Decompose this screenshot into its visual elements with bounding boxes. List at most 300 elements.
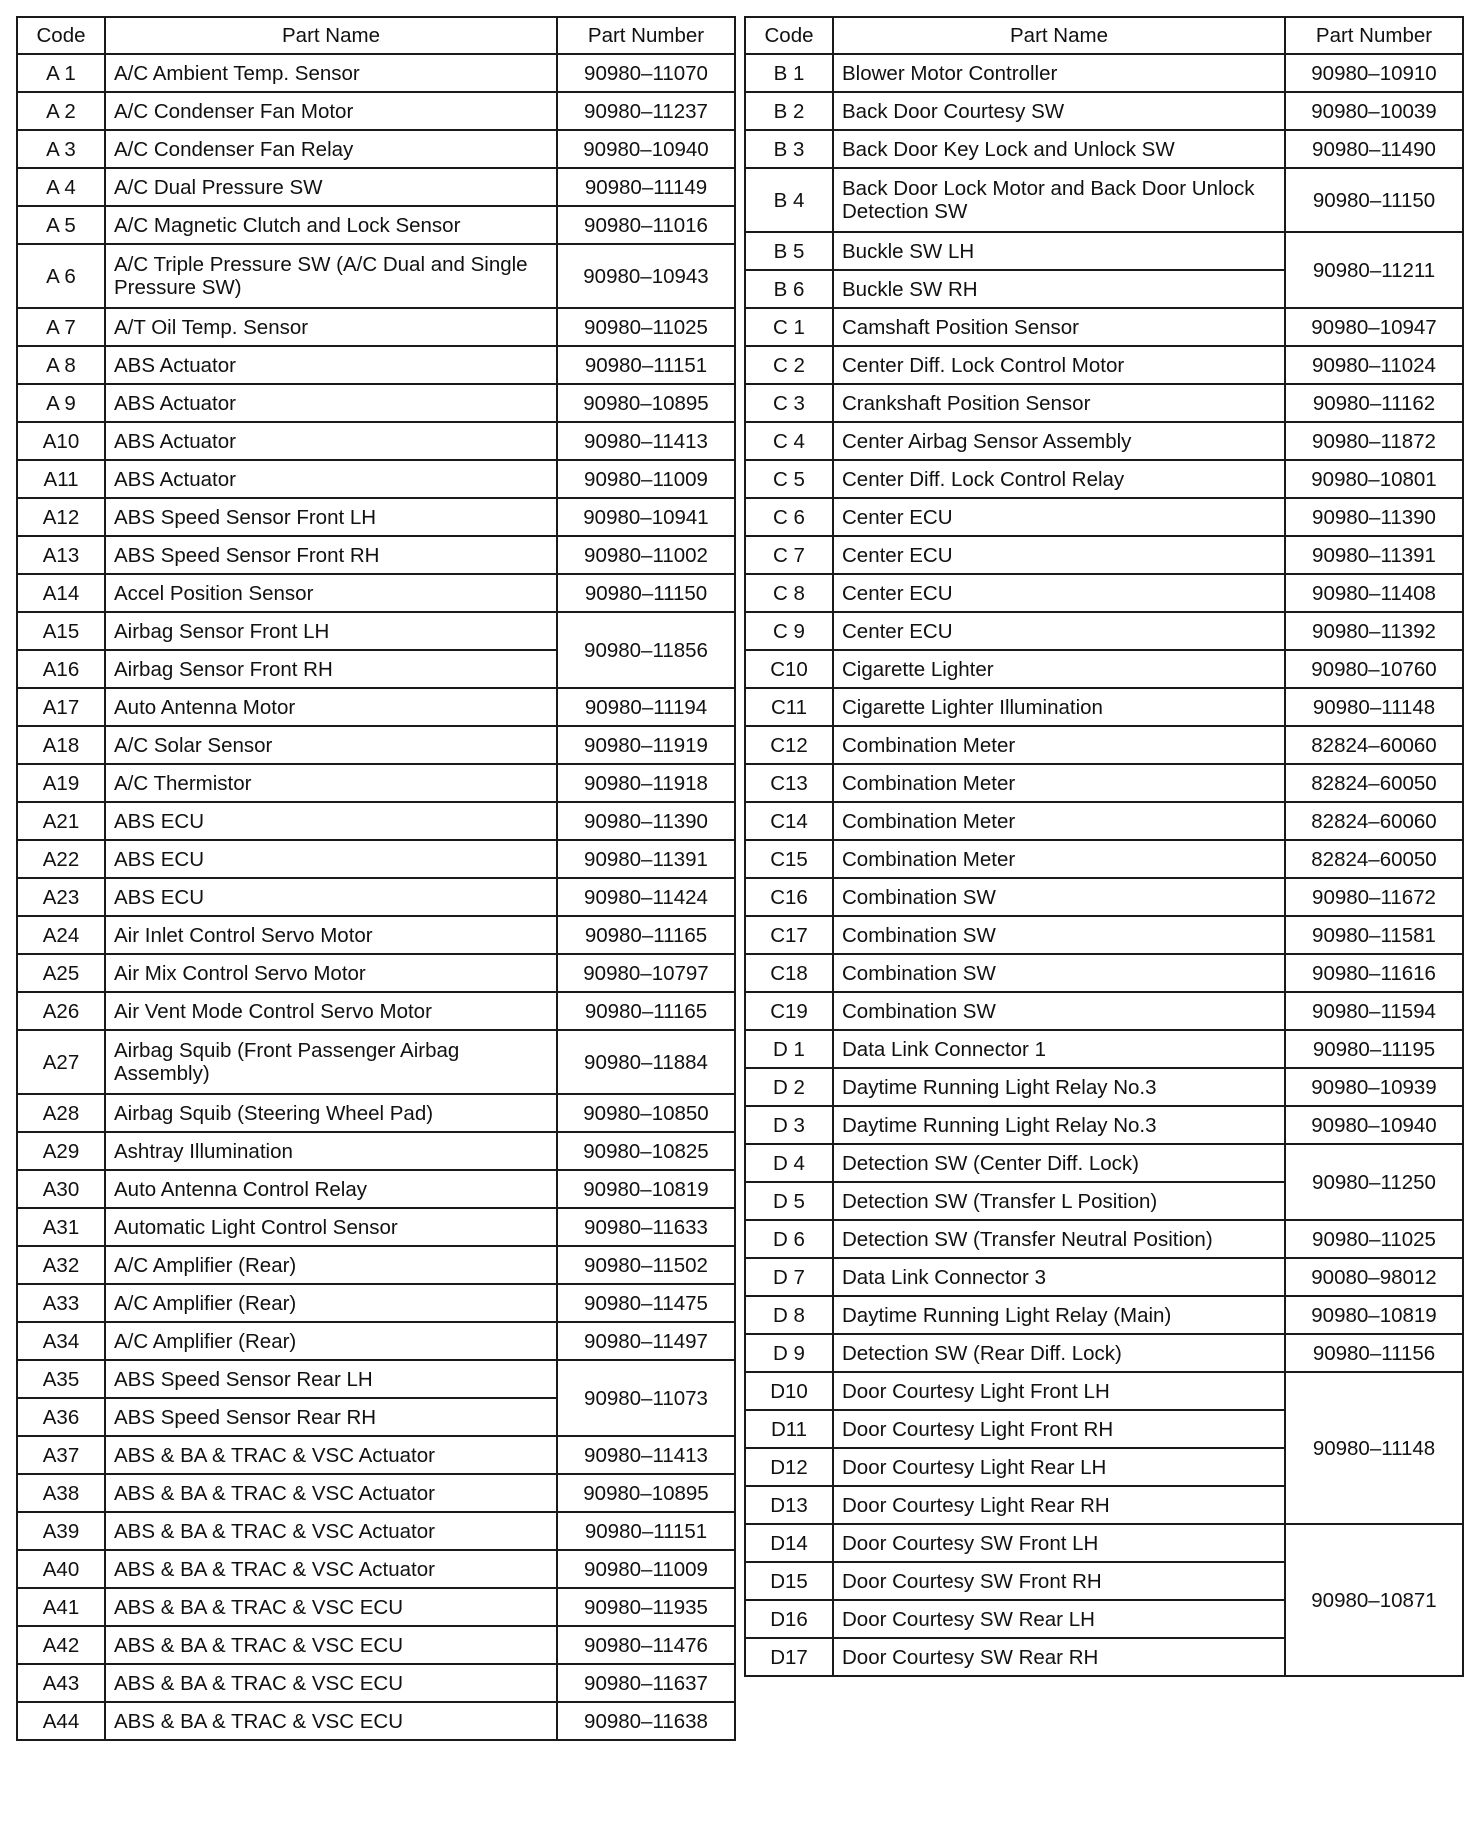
- part-name: ABS ECU: [105, 802, 557, 840]
- part-name: Combination SW: [833, 916, 1285, 954]
- part-name: Back Door Lock Motor and Back Door Unlock Detection SW: [833, 168, 1285, 232]
- part-name: Auto Antenna Control Relay: [105, 1170, 557, 1208]
- part-number: 90980–11918: [557, 764, 735, 802]
- part-number: 82824–60060: [1285, 726, 1463, 764]
- part-code: A 7: [17, 308, 105, 346]
- part-code: A 6: [17, 244, 105, 308]
- part-code: A13: [17, 536, 105, 574]
- part-name: Door Courtesy Light Front RH: [833, 1410, 1285, 1448]
- table-row: [745, 726, 1463, 764]
- part-code: A41: [17, 1588, 105, 1626]
- table-row: [17, 1208, 735, 1246]
- part-name: Combination Meter: [833, 726, 1285, 764]
- part-number: 90980–11637: [557, 1664, 735, 1702]
- table-row: [745, 54, 1463, 92]
- table-row: [17, 954, 735, 992]
- part-name: Back Door Courtesy SW: [833, 92, 1285, 130]
- part-code: D 3: [745, 1106, 833, 1144]
- part-name: Combination SW: [833, 878, 1285, 916]
- part-name: Center ECU: [833, 498, 1285, 536]
- part-number: 90980–10760: [1285, 650, 1463, 688]
- part-name: ABS & BA & TRAC & VSC ECU: [105, 1664, 557, 1702]
- part-name: ABS Actuator: [105, 346, 557, 384]
- part-name: Door Courtesy Light Rear RH: [833, 1486, 1285, 1524]
- part-name: A/C Ambient Temp. Sensor: [105, 54, 557, 92]
- part-code: A29: [17, 1132, 105, 1170]
- part-number: 90980–11476: [557, 1626, 735, 1664]
- part-name: Ashtray Illumination: [105, 1132, 557, 1170]
- part-code: A38: [17, 1474, 105, 1512]
- table-row: [745, 612, 1463, 650]
- part-number: 90980–11195: [1285, 1030, 1463, 1068]
- table-row: [17, 688, 735, 726]
- part-code: B 2: [745, 92, 833, 130]
- part-code: D12: [745, 1448, 833, 1486]
- table-body: [17, 54, 735, 1740]
- table-row: [745, 460, 1463, 498]
- part-code: B 5: [745, 232, 833, 270]
- part-code: D11: [745, 1410, 833, 1448]
- header-part-number: Part Number: [557, 17, 735, 54]
- part-name: Door Courtesy SW Rear LH: [833, 1600, 1285, 1638]
- part-code: A40: [17, 1550, 105, 1588]
- table-row: [745, 1258, 1463, 1296]
- part-code: C 5: [745, 460, 833, 498]
- part-code: A35: [17, 1360, 105, 1398]
- part-name: ABS & BA & TRAC & VSC Actuator: [105, 1512, 557, 1550]
- part-number: 90980–11616: [1285, 954, 1463, 992]
- part-number: 90980–11391: [1285, 536, 1463, 574]
- table-row: [17, 916, 735, 954]
- part-number: 90980–11024: [1285, 346, 1463, 384]
- part-code: A 5: [17, 206, 105, 244]
- part-name: Back Door Key Lock and Unlock SW: [833, 130, 1285, 168]
- table-row: [17, 384, 735, 422]
- part-number: 90980–11150: [1285, 168, 1463, 232]
- part-name: Daytime Running Light Relay No.3: [833, 1068, 1285, 1106]
- part-number: 90980–10947: [1285, 308, 1463, 346]
- part-number: 90980–11594: [1285, 992, 1463, 1030]
- table-row: [17, 1474, 735, 1512]
- part-name: Door Courtesy SW Front LH: [833, 1524, 1285, 1562]
- part-code: C19: [745, 992, 833, 1030]
- part-code: A43: [17, 1664, 105, 1702]
- part-name: Combination SW: [833, 992, 1285, 1030]
- part-number: 90980–11935: [557, 1588, 735, 1626]
- part-name: Door Courtesy SW Front RH: [833, 1562, 1285, 1600]
- part-code: B 6: [745, 270, 833, 308]
- table-row: [745, 384, 1463, 422]
- part-name: A/C Solar Sensor: [105, 726, 557, 764]
- part-code: C12: [745, 726, 833, 764]
- table-row: [745, 168, 1463, 232]
- part-number: 90980–11475: [557, 1284, 735, 1322]
- part-code: A44: [17, 1702, 105, 1740]
- part-number: 90980–11424: [557, 878, 735, 916]
- table-row: [745, 1068, 1463, 1106]
- table-row: [745, 346, 1463, 384]
- part-code: A10: [17, 422, 105, 460]
- part-name: Airbag Sensor Front LH: [105, 612, 557, 650]
- part-name: ABS Actuator: [105, 384, 557, 422]
- part-code: C 6: [745, 498, 833, 536]
- part-name: Center ECU: [833, 612, 1285, 650]
- part-name: Automatic Light Control Sensor: [105, 1208, 557, 1246]
- table-row: [17, 1322, 735, 1360]
- part-number: 90980–11413: [557, 1436, 735, 1474]
- part-code: A27: [17, 1030, 105, 1094]
- part-code: C 1: [745, 308, 833, 346]
- part-number: 90980–10797: [557, 954, 735, 992]
- table-row: [745, 992, 1463, 1030]
- part-code: A 3: [17, 130, 105, 168]
- part-number: 90980–10850: [557, 1094, 735, 1132]
- table-row: [745, 1144, 1463, 1182]
- part-code: A21: [17, 802, 105, 840]
- part-code: A28: [17, 1094, 105, 1132]
- part-code: D10: [745, 1372, 833, 1410]
- part-name: Door Courtesy Light Rear LH: [833, 1448, 1285, 1486]
- part-code: A 9: [17, 384, 105, 422]
- part-number: 90980–11016: [557, 206, 735, 244]
- part-name: A/C Amplifier (Rear): [105, 1284, 557, 1322]
- part-name: A/C Thermistor: [105, 764, 557, 802]
- part-name: ABS Actuator: [105, 422, 557, 460]
- part-code: C16: [745, 878, 833, 916]
- table-body: [745, 54, 1463, 1676]
- header-code: Code: [17, 17, 105, 54]
- table-row: [17, 1436, 735, 1474]
- part-name: Buckle SW LH: [833, 232, 1285, 270]
- table-row: [745, 1106, 1463, 1144]
- part-name: A/C Condenser Fan Motor: [105, 92, 557, 130]
- part-number: 90980–11165: [557, 992, 735, 1030]
- part-number: 90980–11497: [557, 1322, 735, 1360]
- part-number: 90980–11156: [1285, 1334, 1463, 1372]
- part-number: 90980–11872: [1285, 422, 1463, 460]
- part-name: Center ECU: [833, 536, 1285, 574]
- part-name: Airbag Squib (Steering Wheel Pad): [105, 1094, 557, 1132]
- table-row: [17, 54, 735, 92]
- table-row: [17, 130, 735, 168]
- table-row: [17, 1360, 735, 1398]
- part-name: Data Link Connector 1: [833, 1030, 1285, 1068]
- part-code: A34: [17, 1322, 105, 1360]
- table-row: [745, 130, 1463, 168]
- table-row: [17, 726, 735, 764]
- part-name: Data Link Connector 3: [833, 1258, 1285, 1296]
- part-name: Cigarette Lighter Illumination: [833, 688, 1285, 726]
- part-number: 90980–11408: [1285, 574, 1463, 612]
- part-number: 90980–11165: [557, 916, 735, 954]
- part-code: C14: [745, 802, 833, 840]
- part-code: D 7: [745, 1258, 833, 1296]
- part-name: ABS Speed Sensor Front RH: [105, 536, 557, 574]
- part-name: Detection SW (Rear Diff. Lock): [833, 1334, 1285, 1372]
- part-code: A25: [17, 954, 105, 992]
- part-number: 82824–60050: [1285, 764, 1463, 802]
- part-number: 90980–10825: [557, 1132, 735, 1170]
- part-code: A16: [17, 650, 105, 688]
- table-row: [17, 308, 735, 346]
- part-name: ABS & BA & TRAC & VSC Actuator: [105, 1550, 557, 1588]
- part-name: Detection SW (Transfer Neutral Position): [833, 1220, 1285, 1258]
- table-row: [17, 1030, 735, 1094]
- part-code: A36: [17, 1398, 105, 1436]
- part-number: 90980–10871: [1285, 1524, 1463, 1676]
- parts-table-left: [16, 16, 736, 1741]
- table-row: [17, 92, 735, 130]
- table-row: [745, 1296, 1463, 1334]
- part-code: C 2: [745, 346, 833, 384]
- part-name: Camshaft Position Sensor: [833, 308, 1285, 346]
- part-number: 90980–11194: [557, 688, 735, 726]
- part-number: 90980–10819: [557, 1170, 735, 1208]
- header-code: Code: [745, 17, 833, 54]
- table-row: [17, 1588, 735, 1626]
- part-number: 90980–11237: [557, 92, 735, 130]
- part-code: B 3: [745, 130, 833, 168]
- part-name: ABS Speed Sensor Rear LH: [105, 1360, 557, 1398]
- part-name: Air Inlet Control Servo Motor: [105, 916, 557, 954]
- part-code: A17: [17, 688, 105, 726]
- table-row: [745, 422, 1463, 460]
- table-row: [745, 688, 1463, 726]
- part-number: 90980–11148: [1285, 1372, 1463, 1524]
- part-number: 90980–11073: [557, 1360, 735, 1436]
- table-row: [17, 1626, 735, 1664]
- header-part-name: Part Name: [105, 17, 557, 54]
- table-row: [17, 1512, 735, 1550]
- part-code: D 4: [745, 1144, 833, 1182]
- table-row: [745, 802, 1463, 840]
- part-name: Cigarette Lighter: [833, 650, 1285, 688]
- header-part-number: Part Number: [1285, 17, 1463, 54]
- table-row: [17, 1664, 735, 1702]
- part-code: A 1: [17, 54, 105, 92]
- part-number: 90980–11009: [557, 460, 735, 498]
- part-code: A23: [17, 878, 105, 916]
- part-code: C15: [745, 840, 833, 878]
- part-number: 90980–11392: [1285, 612, 1463, 650]
- part-code: A 8: [17, 346, 105, 384]
- part-number: 90980–11581: [1285, 916, 1463, 954]
- part-code: A31: [17, 1208, 105, 1246]
- table-row: [17, 992, 735, 1030]
- part-code: A11: [17, 460, 105, 498]
- table-row: [17, 612, 735, 650]
- part-name: A/C Dual Pressure SW: [105, 168, 557, 206]
- table-row: [17, 1094, 735, 1132]
- part-number: 90980–11162: [1285, 384, 1463, 422]
- part-code: A14: [17, 574, 105, 612]
- part-code: D 1: [745, 1030, 833, 1068]
- part-code: C 9: [745, 612, 833, 650]
- part-code: D 9: [745, 1334, 833, 1372]
- part-name: Buckle SW RH: [833, 270, 1285, 308]
- table-row: [745, 954, 1463, 992]
- table-row: [17, 168, 735, 206]
- part-number: 90980–10940: [557, 130, 735, 168]
- part-code: D15: [745, 1562, 833, 1600]
- part-code: A 4: [17, 168, 105, 206]
- part-code: D16: [745, 1600, 833, 1638]
- table-row: [17, 1550, 735, 1588]
- part-code: C10: [745, 650, 833, 688]
- part-number: 90980–11856: [557, 612, 735, 688]
- part-name: Detection SW (Transfer L Position): [833, 1182, 1285, 1220]
- part-name: Accel Position Sensor: [105, 574, 557, 612]
- part-name: Crankshaft Position Sensor: [833, 384, 1285, 422]
- part-name: ABS & BA & TRAC & VSC ECU: [105, 1588, 557, 1626]
- table-row: [745, 308, 1463, 346]
- part-number: 90980–11884: [557, 1030, 735, 1094]
- table-row: [17, 422, 735, 460]
- table-row: [745, 536, 1463, 574]
- table-row: [745, 650, 1463, 688]
- part-name: A/C Amplifier (Rear): [105, 1246, 557, 1284]
- part-code: A18: [17, 726, 105, 764]
- part-code: D13: [745, 1486, 833, 1524]
- table-row: [17, 498, 735, 536]
- part-name: Combination Meter: [833, 802, 1285, 840]
- part-name: Center Diff. Lock Control Relay: [833, 460, 1285, 498]
- part-name: Door Courtesy SW Rear RH: [833, 1638, 1285, 1676]
- part-name: ABS & BA & TRAC & VSC ECU: [105, 1626, 557, 1664]
- part-number: 90980–11490: [1285, 130, 1463, 168]
- part-code: D 5: [745, 1182, 833, 1220]
- table-row: [745, 92, 1463, 130]
- part-code: A42: [17, 1626, 105, 1664]
- table-row: [745, 764, 1463, 802]
- part-number: 90980–11151: [557, 346, 735, 384]
- header-part-name: Part Name: [833, 17, 1285, 54]
- part-name: Center Diff. Lock Control Motor: [833, 346, 1285, 384]
- table-row: [17, 244, 735, 308]
- table-row: [17, 206, 735, 244]
- table-row: [745, 574, 1463, 612]
- part-number: 90980–10939: [1285, 1068, 1463, 1106]
- part-name: ABS Speed Sensor Rear RH: [105, 1398, 557, 1436]
- part-number: 90980–10895: [557, 1474, 735, 1512]
- table-row: [17, 764, 735, 802]
- part-number: 90980–11002: [557, 536, 735, 574]
- part-code: A33: [17, 1284, 105, 1322]
- part-code: D 8: [745, 1296, 833, 1334]
- table-row: [17, 1246, 735, 1284]
- part-code: A32: [17, 1246, 105, 1284]
- part-number: 90980–11148: [1285, 688, 1463, 726]
- part-name: A/T Oil Temp. Sensor: [105, 308, 557, 346]
- table-row: [745, 878, 1463, 916]
- table-row: [745, 1524, 1463, 1562]
- part-number: 82824–60060: [1285, 802, 1463, 840]
- part-name: Detection SW (Center Diff. Lock): [833, 1144, 1285, 1182]
- part-number: 90980–11413: [557, 422, 735, 460]
- table-row: [17, 1284, 735, 1322]
- part-name: ABS ECU: [105, 878, 557, 916]
- part-code: A30: [17, 1170, 105, 1208]
- part-number: 90980–11390: [1285, 498, 1463, 536]
- part-number: 90980–11025: [1285, 1220, 1463, 1258]
- part-code: D17: [745, 1638, 833, 1676]
- table-row: [745, 840, 1463, 878]
- table-row: [17, 346, 735, 384]
- part-name: Air Vent Mode Control Servo Motor: [105, 992, 557, 1030]
- table-row: [17, 1702, 735, 1740]
- table-row: [17, 878, 735, 916]
- part-name: ABS Actuator: [105, 460, 557, 498]
- part-name: Auto Antenna Motor: [105, 688, 557, 726]
- table-row: [17, 574, 735, 612]
- part-name: Center ECU: [833, 574, 1285, 612]
- part-name: A/C Condenser Fan Relay: [105, 130, 557, 168]
- part-code: D 6: [745, 1220, 833, 1258]
- part-code: A19: [17, 764, 105, 802]
- part-number: 90980–11919: [557, 726, 735, 764]
- table-row: [17, 1132, 735, 1170]
- table-row: [17, 460, 735, 498]
- part-number: 90980–11149: [557, 168, 735, 206]
- part-number: 90980–11070: [557, 54, 735, 92]
- part-number: 90980–11150: [557, 574, 735, 612]
- header-row: [745, 17, 1463, 54]
- part-name: ABS Speed Sensor Front LH: [105, 498, 557, 536]
- part-name: Combination Meter: [833, 764, 1285, 802]
- part-code: C18: [745, 954, 833, 992]
- part-number: 90980–10895: [557, 384, 735, 422]
- part-number: 90980–10801: [1285, 460, 1463, 498]
- part-number: 90980–11502: [557, 1246, 735, 1284]
- table-row: [745, 916, 1463, 954]
- part-code: B 1: [745, 54, 833, 92]
- part-name: A/C Triple Pressure SW (A/C Dual and Single Pressure SW): [105, 244, 557, 308]
- part-name: ABS & BA & TRAC & VSC ECU: [105, 1702, 557, 1740]
- header-row: [17, 17, 735, 54]
- part-number: 90980–10819: [1285, 1296, 1463, 1334]
- part-number: 90980–10910: [1285, 54, 1463, 92]
- part-number: 90980–11009: [557, 1550, 735, 1588]
- part-number: 90980–10940: [1285, 1106, 1463, 1144]
- part-name: A/C Magnetic Clutch and Lock Sensor: [105, 206, 557, 244]
- table-row: [745, 1334, 1463, 1372]
- part-name: Air Mix Control Servo Motor: [105, 954, 557, 992]
- part-name: Combination Meter: [833, 840, 1285, 878]
- part-code: A22: [17, 840, 105, 878]
- part-number: 90980–10943: [557, 244, 735, 308]
- table-row: [17, 1170, 735, 1208]
- table-row: [17, 802, 735, 840]
- part-number: 90980–11250: [1285, 1144, 1463, 1220]
- part-code: A 2: [17, 92, 105, 130]
- part-number: 90080–98012: [1285, 1258, 1463, 1296]
- part-number: 90980–11391: [557, 840, 735, 878]
- part-code: C 3: [745, 384, 833, 422]
- part-code: D14: [745, 1524, 833, 1562]
- part-number: 90980–11211: [1285, 232, 1463, 308]
- part-code: C 4: [745, 422, 833, 460]
- part-name: Daytime Running Light Relay No.3: [833, 1106, 1285, 1144]
- part-name: Daytime Running Light Relay (Main): [833, 1296, 1285, 1334]
- part-name: Airbag Squib (Front Passenger Airbag Assembly): [105, 1030, 557, 1094]
- table-row: [745, 1372, 1463, 1410]
- part-name: ABS ECU: [105, 840, 557, 878]
- parts-table-right: [744, 16, 1464, 1677]
- part-name: ABS & BA & TRAC & VSC Actuator: [105, 1474, 557, 1512]
- table-row: [745, 1030, 1463, 1068]
- part-name: Center Airbag Sensor Assembly: [833, 422, 1285, 460]
- part-code: A24: [17, 916, 105, 954]
